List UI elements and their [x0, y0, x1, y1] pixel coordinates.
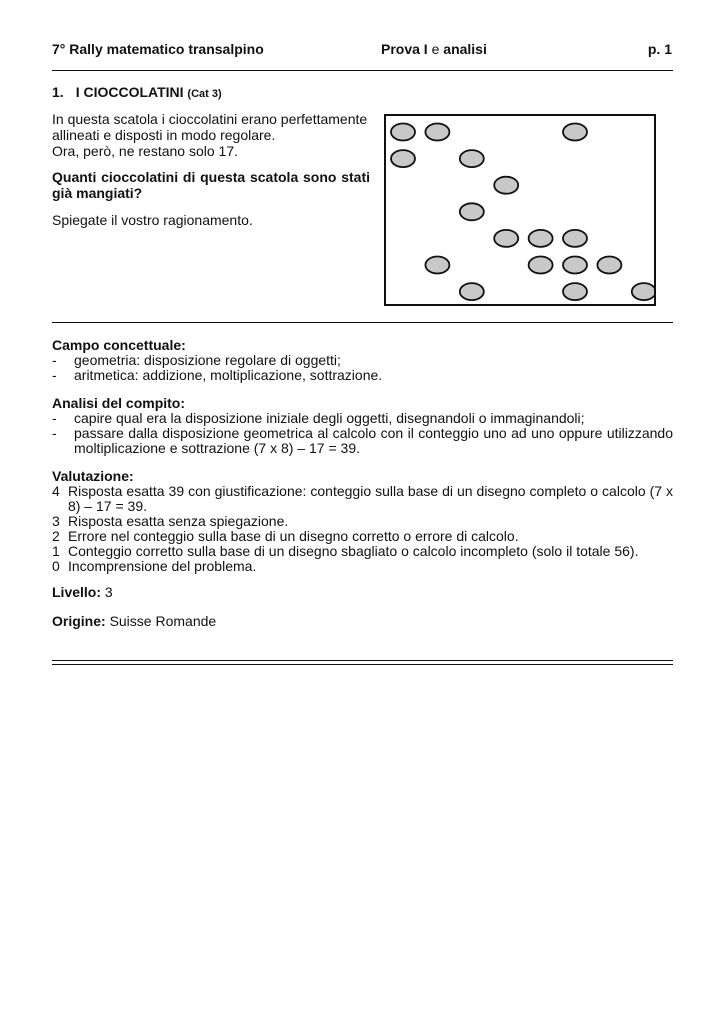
footer-divider [52, 660, 673, 665]
valutazione-score: 2 [52, 528, 60, 544]
campo-section [52, 338, 673, 383]
campo-item-marker: - [52, 367, 57, 383]
analisi-item [52, 426, 673, 456]
origine-value: Suisse Romande [109, 613, 217, 629]
chocolate-piece [597, 257, 621, 274]
chocolate-piece [460, 283, 484, 300]
valutazione-item [52, 559, 673, 574]
valutazione-item [52, 484, 673, 514]
chocolate-piece [494, 230, 518, 247]
valutazione-score: 4 [52, 483, 60, 499]
chocolate-piece [529, 230, 553, 247]
analisi-item-text: passare dalla disposizione geometrica al calcolo con il conteggio uno ad uno oppure utilizzando moltiplicazione e sottrazione (7 x 8) – 17 = 39. [74, 425, 673, 456]
chocolate-piece [460, 203, 484, 220]
valutazione-score: 3 [52, 513, 60, 529]
header-prova [381, 41, 487, 57]
chocolate-piece [632, 283, 654, 300]
valutazione-text: Errore nel conteggio sulla base di un disegno corretto o errore di calcolo. [68, 528, 519, 544]
chocolate-piece [391, 150, 415, 167]
livello-value: 3 [104, 584, 113, 600]
page-number: p. 1 [647, 41, 672, 57]
problem-intro-line: allineati e disposti in modo regolare. [52, 127, 276, 143]
analisi-item-marker: - [52, 410, 57, 426]
analisi-heading: Analisi del compito: [52, 395, 186, 411]
valutazione-section [52, 469, 673, 574]
header-title: 7° Rally matematico transalpino [52, 41, 264, 57]
livello-label: Livello: [52, 584, 102, 600]
problem-name: I CIOCCOLATINI [75, 84, 184, 100]
chocolate-piece [563, 257, 587, 274]
valutazione-score: 1 [52, 543, 60, 559]
chocolate-piece [563, 124, 587, 141]
analisi-item-text: capire qual era la disposizione iniziale degli oggetti, disegnandoli o immaginandoli; [74, 410, 585, 426]
chocolate-piece [425, 124, 449, 141]
valutazione-text: Risposta esatta senza spiegazione. [68, 513, 289, 529]
valutazione-item [52, 544, 673, 559]
chocolate-piece [391, 124, 415, 141]
livello-line [52, 585, 673, 600]
campo-item-text: aritmetica: addizione, moltiplicazione, sottrazione. [74, 367, 383, 383]
problem-intro-line: In questa scatola i cioccolatini erano perfettamente [52, 111, 368, 127]
valutazione-text: Risposta esatta 39 con giustificazione: conteggio sulla base di un disegno completo o calcolo (7 x 8) – 17 = 39. [68, 483, 673, 514]
campo-heading: Campo concettuale: [52, 337, 186, 353]
analisi-section [52, 396, 673, 456]
problem-title [52, 84, 222, 102]
campo-item [52, 368, 673, 383]
campo-item [52, 353, 673, 368]
chocolate-box [384, 114, 656, 306]
valutazione-score: 0 [52, 558, 60, 574]
origine-line [52, 614, 673, 629]
header-prova-a: Prova I [381, 41, 428, 57]
valutazione-text: Incomprensione del problema. [68, 558, 257, 574]
analisi-item-marker: - [52, 425, 57, 441]
problem-category: (Cat 3) [187, 88, 222, 100]
valutazione-item [52, 529, 673, 544]
problem-number: 1. [52, 84, 64, 100]
chocolate-piece [529, 257, 553, 274]
valutazione-text: Conteggio corretto sulla base di un disegno sbagliato o calcolo incompleto (solo il totale 56). [68, 543, 639, 559]
problem-intro [52, 111, 370, 159]
campo-item-marker: - [52, 352, 57, 368]
valutazione-heading: Valutazione: [52, 468, 134, 484]
chocolate-box-figure [386, 116, 654, 304]
problem-intro-line: Ora, però, ne restano solo 17. [52, 143, 238, 159]
chocolate-piece [494, 177, 518, 194]
chocolate-piece [563, 283, 587, 300]
header-prova-c: analisi [443, 41, 487, 57]
header-prova-b: e [431, 41, 440, 57]
problem-instruction: Spiegate il vostro ragionamento. [52, 212, 253, 228]
chocolate-piece [460, 150, 484, 167]
origine-label: Origine: [52, 613, 106, 629]
analisi-item [52, 411, 673, 426]
chocolate-piece [563, 230, 587, 247]
section-divider [52, 322, 673, 323]
problem-question: Quanti cioccolatini di questa scatola sono stati già mangiati? [52, 169, 370, 201]
chocolate-piece [425, 257, 449, 274]
valutazione-item [52, 514, 673, 529]
campo-item-text: geometria: disposizione regolare di oggetti; [74, 352, 341, 368]
header-divider [52, 70, 673, 71]
